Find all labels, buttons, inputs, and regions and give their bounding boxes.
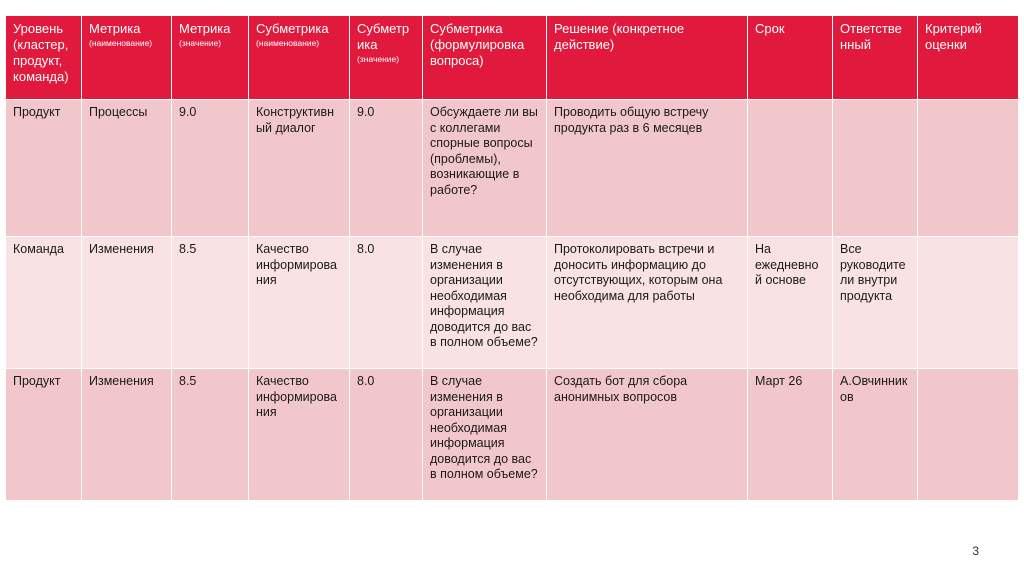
cell-solution: Создать бот для сбора анонимных вопросов <box>547 369 748 501</box>
cell-question: Обсуждаете ли вы с коллегами спорные вопросы (проблемы), возникающие в работе? <box>423 100 547 237</box>
cell-criterion <box>918 100 1019 237</box>
action-plan-table <box>5 15 1019 501</box>
cell-submetric-value: 9.0 <box>350 100 423 237</box>
column-header-submetric-value: Субметр ика (значение) <box>350 16 423 100</box>
cell-question: В случае изменения в организации необходимая информация доводится до вас в полном объеме? <box>423 369 547 501</box>
cell-deadline: На ежедневно й основе <box>748 237 833 369</box>
cell-submetric-name: Качество информирова ния <box>249 369 350 501</box>
cell-level: Продукт <box>6 100 82 237</box>
cell-solution: Проводить общую встречу продукта раз в 6 месяцев <box>547 100 748 237</box>
cell-solution: Протоколировать встречи и доносить информацию до отсутствующих, которым она необходима для работы <box>547 237 748 369</box>
cell-responsible: Все руководите ли внутри продукта <box>833 237 918 369</box>
column-header-deadline: Срок <box>748 16 833 100</box>
cell-criterion <box>918 369 1019 501</box>
table-row <box>6 369 1019 501</box>
cell-deadline <box>748 100 833 237</box>
cell-submetric-value: 8.0 <box>350 237 423 369</box>
cell-metric-name: Процессы <box>82 100 172 237</box>
column-header-solution: Решение (конкретное действие) <box>547 16 748 100</box>
page-number: 3 <box>972 544 979 558</box>
cell-question: В случае изменения в организации необходимая информация доводится до вас в полном объеме? <box>423 237 547 369</box>
column-header-level: Уровень (кластер, продукт, команда) <box>6 16 82 100</box>
table-row <box>6 100 1019 237</box>
cell-responsible: А.Овчинник ов <box>833 369 918 501</box>
cell-metric-value: 9.0 <box>172 100 249 237</box>
cell-deadline: Март 26 <box>748 369 833 501</box>
cell-level: Команда <box>6 237 82 369</box>
cell-metric-value: 8.5 <box>172 369 249 501</box>
cell-metric-name: Изменения <box>82 369 172 501</box>
cell-submetric-name: Качество информирова ния <box>249 237 350 369</box>
cell-submetric-name: Конструктивн ый диалог <box>249 100 350 237</box>
column-header-question: Субметрика (формулировка вопроса) <box>423 16 547 100</box>
column-header-metric-value: Метрика (значение) <box>172 16 249 100</box>
cell-submetric-value: 8.0 <box>350 369 423 501</box>
cell-metric-name: Изменения <box>82 237 172 369</box>
cell-responsible <box>833 100 918 237</box>
cell-level: Продукт <box>6 369 82 501</box>
cell-criterion <box>918 237 1019 369</box>
column-header-criterion: Критерий оценки <box>918 16 1019 100</box>
column-header-responsible: Ответстве нный <box>833 16 918 100</box>
cell-metric-value: 8.5 <box>172 237 249 369</box>
column-header-submetric-name: Субметрика (наименование) <box>249 16 350 100</box>
column-header-metric-name: Метрика (наименование) <box>82 16 172 100</box>
table-row <box>6 237 1019 369</box>
table-header-row <box>6 16 1019 100</box>
